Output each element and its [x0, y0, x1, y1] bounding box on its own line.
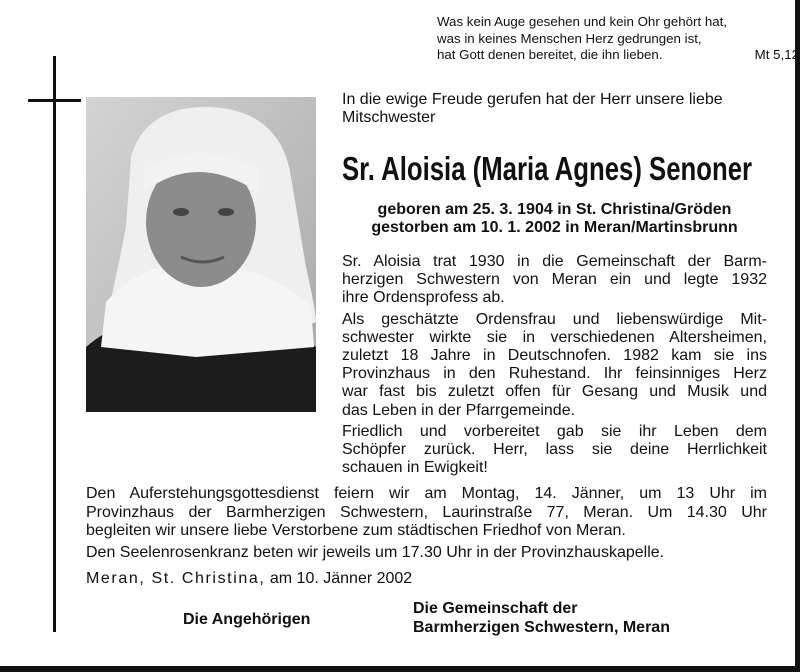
- text-line: war fast bis zuletzt offen für Gesang und Musik und: [342, 383, 767, 401]
- paragraph: [342, 423, 767, 478]
- quote-line: Was kein Auge gesehen und kein Ohr gehört hat,: [437, 14, 728, 29]
- text-line: Den Seelenrosenkranz beten wir jeweils um 17.30 Uhr in der Provinzhauskapelle.: [86, 543, 665, 561]
- text-line: schauen in Ewigkeit!: [342, 459, 488, 477]
- text-line: Provinzhaus der Barmherzigen Schwestern, Laurinstraße 77, Meran. Um 14.30 Uhr: [86, 503, 767, 521]
- intro-text: [342, 91, 723, 127]
- text-line: zuletzt 18 Jahre in Deutschnofen. 1982 kam sie ins: [342, 347, 767, 365]
- paragraph: [86, 544, 767, 563]
- service-info: [86, 485, 767, 565]
- quote-line: hat Gott denen bereitet, die ihn lieben.: [437, 47, 663, 62]
- border-right: [795, 0, 800, 672]
- intro-line: Mitschwester: [342, 109, 436, 126]
- signature-line: Barmherzigen Schwestern, Meran: [413, 619, 670, 636]
- text-line: herzigen Schwestern von Meran ein und legte 1932: [342, 271, 767, 289]
- text-line: das Leben in der Pfarrgemeinde.: [342, 401, 576, 419]
- signature-line: Die Gemeinschaft der: [413, 600, 578, 617]
- border-bottom: [0, 666, 800, 672]
- paragraph: [342, 311, 767, 420]
- date: am 10. Jänner 2002: [265, 570, 413, 587]
- text-line: Friedlich und vorbereitet gab sie ihr Leben dem: [342, 422, 767, 440]
- text-line: Provinzhaus in den Ruhestand. Ihr feinsinniges Herz: [342, 365, 767, 383]
- death-date: gestorben am 10. 1. 2002 in Meran/Martinsbrunn: [371, 219, 738, 236]
- birth-date: geboren am 25. 3. 1904 in St. Christina/Gröden: [377, 201, 732, 218]
- portrait-photo: [86, 97, 316, 412]
- text-line: begleiten wir unsere liebe Verstorbene zum städtischen Friedhof von Meran.: [86, 522, 626, 539]
- biography: [342, 253, 767, 480]
- cross-icon: [53, 56, 56, 632]
- cross-icon-bar: [28, 99, 81, 102]
- text-line: Schöpfer zurück. Herr, lass sie deine Herrlichkeit: [342, 441, 767, 459]
- place: Meran, St. Christina,: [86, 570, 266, 587]
- text-line: Als geschätzte Ordensfrau und liebenswürdige Mit-: [342, 310, 767, 328]
- text-line: schwester wirkte sie in verschiedenen Altersheimen,: [342, 328, 767, 346]
- quote-reference: Mt 5,12: [754, 47, 800, 62]
- text-line: Den Auferstehungsgottesdienst feiern wir am Montag, 14. Jänner, um 13 Uhr im: [86, 485, 767, 502]
- signature-community: [413, 599, 670, 637]
- paragraph: [342, 253, 767, 308]
- signature-family: Die Angehörigen: [183, 611, 311, 628]
- text-line: ihre Ordensprofess ab.: [342, 289, 505, 307]
- paragraph: [86, 485, 767, 541]
- life-dates: [342, 201, 767, 237]
- quote-line: was in keines Menschen Herz gedrungen ist,: [437, 30, 702, 46]
- intro-line: In die ewige Freude gerufen hat der Herr unsere liebe: [342, 91, 723, 108]
- place-date: [86, 570, 412, 588]
- text-line: Sr. Aloisia trat 1930 in die Gemeinschaft der Barm-: [342, 253, 767, 270]
- bible-quote: [437, 14, 800, 64]
- deceased-name: Sr. Aloisia (Maria Agnes) Senoner: [342, 150, 753, 187]
